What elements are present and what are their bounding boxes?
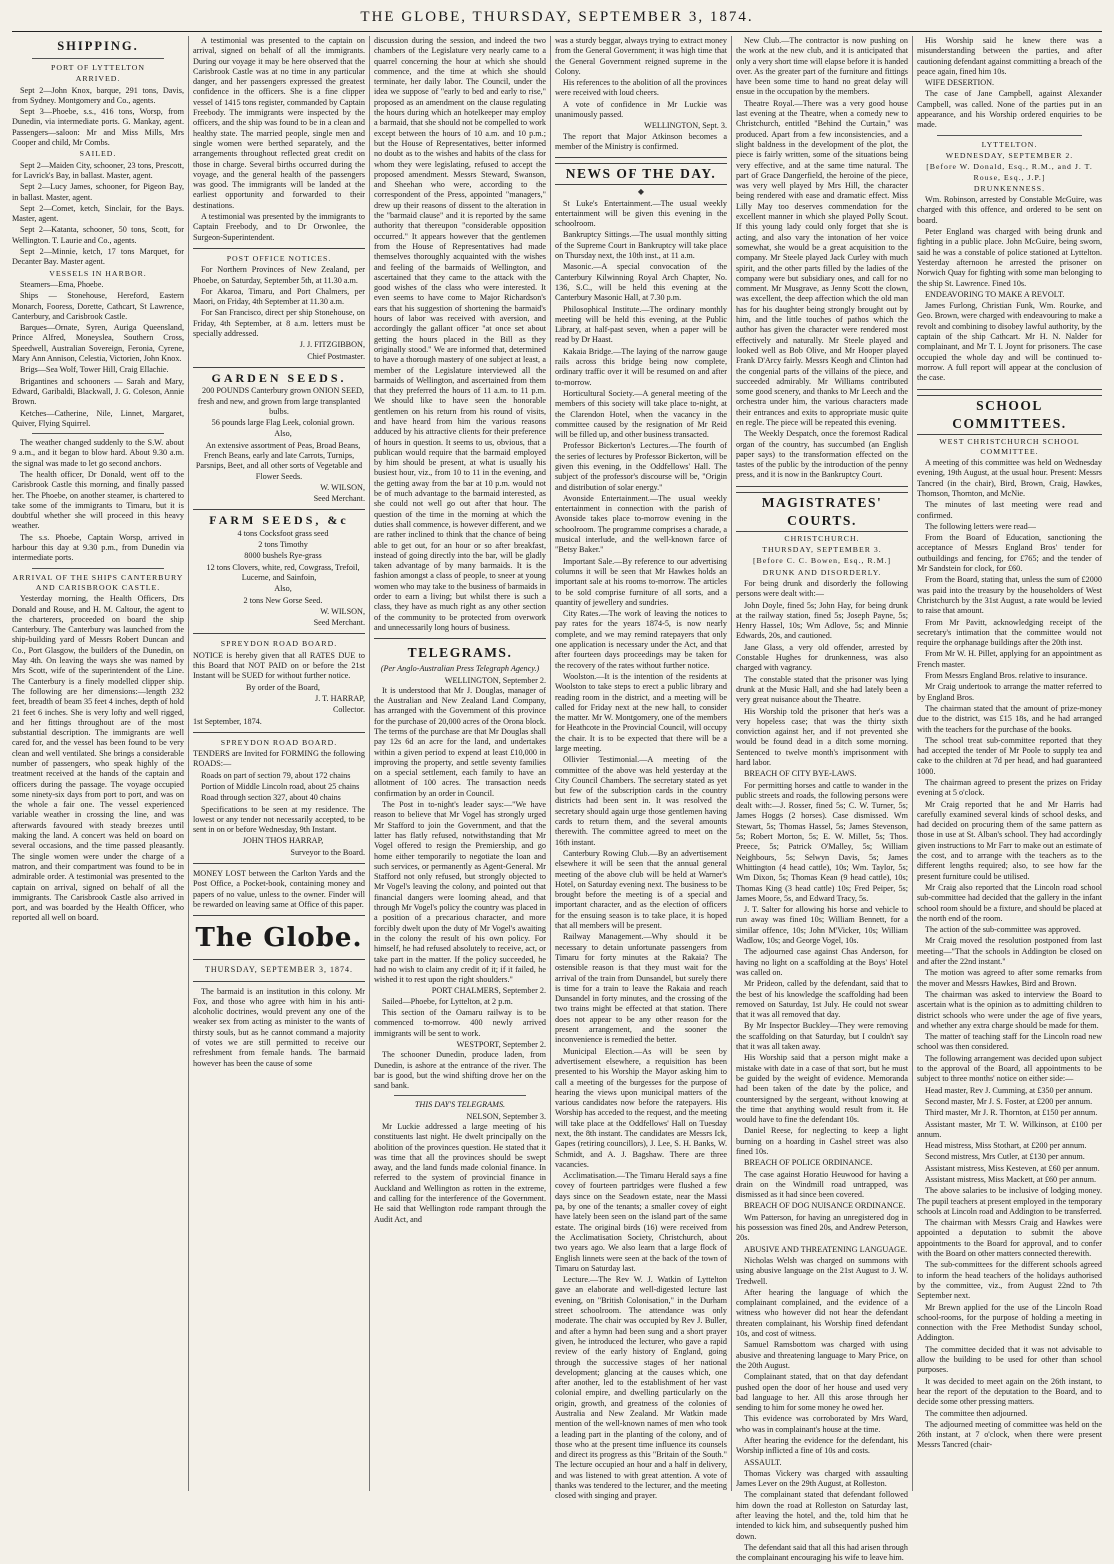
school-minutes-list [917,458,1102,1451]
telegram-item: A vote of confidence in Mr Luckie was unanimously passed. [555,99,727,120]
telegram-item: Mr Luckie addressed a large meeting of his constituents last night. He dwelt principally on the abolition of the provinces question. He stated that it was time that all the provinces should be swept away, and the land funds made colonial finance. In referred to the system of provincial finance in Auckland and Wellington as rotten in the extreme, and calling for the interference of the Government. He said that Wellington rode rampant through the Audit Act, and [374,1121,546,1224]
divider [32,58,164,59]
arrived-list [12,86,184,149]
garden-seeds-heading: GARDEN SEEDS. [211,370,347,385]
telegram-continued: was a sturdy beggar, always trying to extract money from the General Government; it was high time that the General Government reigned supreme in the Colony. [555,36,727,76]
sailed-heading: SAILED. [79,149,117,159]
telegram-item: Sailed—Phoebe, for Lyttelton, at 2 p.m. [382,996,513,1006]
paragraph: An extensive assortment of Peas, Broad Beans, French Beans, early and late Carrots, Turnips, Parsnips, Beet, and all other sorts of Vegetable and Flower Seeds. [195,440,363,481]
spreydon-signature-title: Collector. [332,705,365,715]
column-editorial-telegrams [374,36,546,1491]
telegram-dateline-nelson: NELSON, September 3. [466,1111,546,1121]
divider [394,1095,526,1096]
paragraph: Horticultural Society.—A general meeting of the members of this society will take place to-night, at the Clarendon Hotel, when the vacancy in the committee caused by the resignation of Mr Reid will be filled up, and other business transacted. [555,388,727,440]
court-cases-list [736,579,908,1564]
paragraph: For permitting horses and cattle to wander in the public streets and roads, the following persons were dealt with:—J. Rosser, fined 5s; C. W. Turner, 5s; James Hoggs (2 horses). Case dismissed. Wm Stewart, 5s; Thomas Hassel, 5s; James Stevenson, 5s; Robert Morton, 5s; E. W. Millet, 5s; Thos. Preece, 5s; Patrick O'Malley, 5s; William Neighbours, 5s; Selwyn Davis, 5s; James Whittington (4 head cattle), 10s; Wm. Taylor, 5s; Wm Dixon, 5s; Thomas Kean (9 head cattle), 10s; Thomas King (3 head cattle) 10s; Fred Peiper, 5s; James Moore, 5s, and Edward Tracy, 5s. [736,780,908,903]
paragraph: 8000 bushels Rye-grass [244,551,322,561]
column-rule [731,36,732,1491]
paragraph: For Northern Provinces of New Zealand, per Phoebe, on Saturday, September 5th, at 11.30 a.m. [193,265,365,285]
spreydon-order: By order of the Board, [246,682,320,692]
paragraph: The matter of teaching staff for the Lincoln road new school was then considered. [917,1032,1102,1052]
sailed-list [12,161,184,268]
paragraph: BREACH OF DOG NUISANCE ORDINANCE. [744,1201,906,1211]
spreydon-specification: Specifications to be seen at my residence. The lowest or any tender not necessarily accepted, to be sent in on or before Wednesday, 9th Instant. [193,804,365,835]
divider [193,367,365,368]
paragraph: The motion was agreed to after some remarks from the mover and Messrs Hawkes, Bird and Brown. [917,968,1102,988]
paragraph: The complainant stated that defendant followed him down the road at Rolleston on Saturday last, after leaving the hotel, and the, told him that he intended to kick him, and subsequently pushed him down. [736,1490,908,1541]
paragraph: Bankruptcy Sittings.—The usual monthly sitting of the Supreme Court in Bankruptcy will take place on Thursday next, the 10th inst., at 11 a.m. [555,230,727,261]
paragraph: For being drunk and disorderly the following persons were dealt with:— [736,578,908,599]
paragraph: After hearing the evidence for the defendant, his Worship inflicted a fine of 10s and costs. [736,1436,908,1456]
telegram-item: His references to the abolition of all the provinces were received with loud cheers. [555,78,727,98]
column-rule [550,36,551,1491]
divider [193,732,365,733]
column-school-committees [917,36,1102,1491]
divider [937,135,1082,136]
column-shipping [12,36,184,1491]
paragraph: The chairman with Messrs Craig and Hawkes were appointed a deputation to submit the above appointments to the Board for approval, and to confer with the Board on other matters connected therewith. [917,1218,1102,1259]
paragraph: Sept 2—Lucy James, schooner, for Pigeon Bay, in ballast. Master, agent. [12,182,184,202]
farm-signature-title: Seed Merchant. [313,618,365,628]
news-of-the-day-heading: NEWS OF THE DAY. [555,163,727,185]
paragraph: The following letters were read— [925,521,1036,531]
paragraph: A meeting of this committee was held on Wednesday evening, 19th August, at the usual hour. Present: Messrs Tancred (in the chair), Bird, Brown, Craig, Hawkes, Thomson, Thornton, and McNie. [917,458,1102,498]
paragraph: 2 tons Timothy [258,540,308,550]
paragraph: Second master, Mr J. S. Foster, at £200 per annum. [925,1096,1093,1106]
news-items-continued [736,36,908,481]
arrival-article: Yesterday morning, the Health Officers, Drs Donald and Rouse, and H. M. Caltour, the agent to the charterers, proceeded on board the ship Canterbury. The Canterbury was launched from the ship-building yard of Messrs Robert Duncan and Co., Port Glasgow, the builders of the Dunedin, on May 4th. On leaving the ways she was named by Mrs Scott, wife of the superintendent of the Line. The Canterbury is a finely modelled clipper ship. The following are her dimensions:—length 232 feet, breadth of beam 35 feet 4 inches, depth of hold 21 feet 6 inches. She is very lofty and well rigged, and her fittings throughout are of the most substantial description. The immigrants are well cared for, and the vessel has been found to be very clean and well ventilated. She brings a considerable number of passengers, who speak highly of the treatment received at the hands of the captain and officers during the passage. The voyage occupied some ninety-six days from port to port, and was on the whole a fair one. The vessel experienced variable weather in crossing the line, and was afterwards favoured with steady breezes until making the land. A concert was held on board on several occasions, and the time passed pleasantly. The single women were under the charge of a matron, and their compartment was found to be in admirable order. A testimonial was presented to the captain on arrival, signed on behalf of all the immigrants. The Carisbrook Castle also arrived in port, and was boarded by the Health Officer, who reported all well on board. [12,594,184,923]
globe-logo: The Globe. [195,923,363,954]
paragraph: Lecture.—The Rev W. J. Watkin of Lyttelton gave an elaborate and well-digested lecture last evening, on "British Colonisation," in the Durham street schoolroom. The attendance was only moderate. The chair was occupied by Rev J. Buller, and after a hymn had been sung and a short prayer given, he introduced the lecturer, who gave a rapid review of the early history of England, going through the successive stages of her national development; glancing at the causes which, one after another, led to the establishment of her vast colonial empire, and dwelling particularly on the origin, growth, and greatness of the colonies of Australia and New Zealand. Mr Watkin made mention of the well-known names of men who took a leading part in the planting of the colony, and of those who at the present time influence its counsels and direct its progress as this "Britain of the South." The lecture occupied an hour and a half in delivery, and was listened to with great attention. A vote of thanks was tendered to the lecturer, and the meeting closed with singing and prayer. [555,1275,727,1501]
paragraph: The constable stated that the prisoner was lying drunk at the Music Hall, and she had lately been a very great nuisance about the Theatre. [736,674,908,705]
paragraph: From Mr W. H. Pillet, applying for an appointment as French master. [917,649,1102,669]
paragraph: Barques—Ornate, Syren, Auriga Queensland, Prince Alfred, Moneyslea, Southern Cross, Speedwell, Australian Sovereign, Feronia, Cyrene, Mary Ann Annison, Celestia, Victorien, John Knox. [12,323,184,364]
paragraph: This evidence was corroborated by Mrs Ward, who was in complainant's house at the time. [736,1414,908,1434]
telegram-dateline-westport: WESTPORT, September 2. [456,1039,546,1049]
paragraph: His Worship told the prisoner that her's was a very hopeless case; that was the thirty sixth conviction against her, and if not prevented she would be found dead in a ditch some morning. Sentenced to twelve month's imprisonment with hard labor. [736,706,908,767]
column-news-of-the-day [555,36,727,1501]
paragraph: Acclimatisation.—The Timaru Herald says a fine covey of fourteen partridges were flushed a few days since on the Seadown estate, near the Massi pa, by one of the tenants; a smaller covey of eight have lately been seen on the island part of the same estate. The original birds (16) were received from the Acclimatisation Society, Christchurch, about two years ago. We also learn that a large flock of English linnets were seen at the back of the town of Timaru on Saturday last. [555,1171,727,1273]
paragraph: It was decided to meet again on the 26th instant, to hear the report of the deputation to the Board, and to decide some other pressing matters. [917,1376,1102,1407]
farm-signature: W. WILSON, [320,606,365,616]
telegram-item: It is understood that Mr J. Douglas, manager of the Australian and New Zealand Land Company, has arranged with the Government of this province for the purchase of 20,000 acres of the Orona block. The terms of the purchase are that Mr Douglas shall pay 12s 6d an acre for the land, and undertakes within a given period to expend at least £10,000 in improving the property, and settle seventy families on a special settlement, each family to have an allotment of 100 acres. The transaction needs confirmation by an order in Council. [374,685,546,798]
paragraph: Masonic.—A special convocation of the Canterbury Kilwinning Royal Arch Chapter, No. 136, S.C., will be held this evening at the Canterbury Masonic Hall, at 7.30 p.m. [555,262,727,303]
paragraph: The sub-committees for the different schools agreed to inform the head teachers of the holidays authorised by the committee, viz., from August 22nd to 7th September next. [917,1260,1102,1301]
paragraph: Assistant master, Mr T. W. Wilkinson, at £100 per annum. [917,1119,1102,1139]
paragraph: Ships — Stonehouse, Hereford, Eastern Monarch, Fooress, Dorette, Cathcart, St Lawrence, Canterbury, and Carisbrook Castle. [12,291,184,321]
paragraph: Sept 2—Katanta, schooner, 50 tons, Scott, for Wellington. T. Laurie and Co., agents. [12,225,184,245]
paragraph: Portion of Middle Lincoln road, about 25 chains [201,782,360,791]
paragraph: Sept 3—Phoebe, s.s., 416 tons, Worsp, from Dunedin, via intermediate ports. G. Mankay, agent. Passengers—saloon: Mr and Miss Mills, Mrs Cooper and child, Mr Combs. [12,107,184,148]
paragraph: New Club.—The contractor is now pushing on the work at the new club, and it is anticipated that only a very short time will elapse before it is handed over. As the greater part of the furniture and fittings have been some time to hand no great delay will ensue in the occupation by the members. [736,36,908,97]
paragraph: The action of the sub-committee was approved. [925,925,1081,935]
divider [193,959,365,960]
telegram-dateline-wellington: WELLINGTON, September 2. [444,675,546,685]
drunk-heading: DRUNK AND DISORDERLY. [762,567,882,577]
spreydon-surveyor: JOHN THOS HARRAP, [242,836,324,846]
paragraph: 4 tons Cocksfoot grass seed [237,528,329,538]
paragraph: Professor Bickerton's Lectures.—The fourth of the series of lectures by Professor Bickerton, will be given this evening, in the Oddfellows' Hall. The subject of the professor's discourse will be, "Origin and distribution of solar energy." [555,441,727,492]
paragraph: Mr Craig reported that he and Mr Harris had carefully examined several kinds of school desks, and had decided on procuring them of the same pattern as those in use at St. Alban's school. They had accordingly given instructions to Mr Farr to make out an estimate of the cost, and to arrange with the teachers as to the different lengths required; also, to see how far the present furniture could be utilised. [917,799,1102,881]
spreydon-surveyor-title: Surveyor to the Board. [290,847,365,857]
paragraph: From the Board of Education, sanctioning the acceptance of Messrs England Bros' tender for outbuildings and fencing, for £765; and the tender of Mr Sandstein for clock, for £60. [917,533,1102,574]
paragraph: Second mistress, Mrs Cutler, at £130 per annum. [925,1152,1085,1162]
spreydon-roads-list [193,771,365,804]
divider [193,981,365,982]
paragraph: ABUSIVE AND THREATENING LANGUAGE. [744,1244,908,1254]
paragraph: Kakaia Bridge.—The laying of the narrow gauge rails across this bridge being now complete, ordinary traffic over it will be resumed on and after to-morrow. [555,346,727,387]
spreydon-notice: NOTICE is hereby given that all RATES DUE to this Board that NOT PAID on or before the 21st Instant will be SUED for without further notice. [193,650,365,681]
news-items-list [555,199,727,1502]
paragraph: The school treat sub-committee reported that they had accepted the tender of Mr Poole to supply tea and cake to the children at 7d per head, and had guaranteed 1000. [917,735,1102,776]
weather-list [12,438,184,564]
paragraph: Complainant stated, that on that day defendant pushed open the door of her house and used very bad language to her. All this arose through her sending to him for some money he owed her. [736,1372,908,1413]
paragraph: Peter England was charged with being drunk and fighting in a public place. John McGuire, being sworn, said he was a constable of police stationed at Lyttelton. Yesterday afternoon he arrested the prisoner on Norwich Quay for fighting with some man belonging to the ship St. Lawrence. Fined 10s. [917,227,1102,288]
paragraph: ASSAULT. [744,1457,782,1467]
paragraph: The defendant said that all this had arisen through the complainant encouraging his wife to leave him. [736,1542,908,1563]
paragraph: The Weekly Despatch, once the foremost Radical organ of the country, has succumbed (an English paper says) to the transformation effected on the tastes of the public by the introduction of the penny press, and it is now in the Bankruptcy Court. [736,429,908,480]
paragraph: Ollivier Testimonial.—A meeting of the committee of the above was held yesterday at the City Council Chambers. The secretary stated as yet but few of the subscription cards in the country districts had been sent in. It was resolved the secretary should again urge those gentlemen having cards to return them, and the several amounts therewith. The committee agreed to meet on the 16th instant. [555,755,727,847]
paragraph: Sept 2—John Knox, barque, 291 tons, Davis, from Sydney. Montgomery and Co., agents. [12,85,184,105]
paragraph: The adjourned case against Chas Anderson, for having no light on a scaffolding at the Boys' Hotel was called on. [736,947,908,977]
column-rule [188,36,189,1491]
paragraph: The case of Jane Campbell, against Alexander Campbell, was called. None of the parties put in an appearance, and his Worship ordered enquiries to be made. [917,89,1102,130]
christchurch-heading: CHRISTCHURCH. [784,533,860,543]
paragraph: Samuel Ramsbottom was charged with using abusive and threatening language to Mary Price, on the 20th August. [736,1340,908,1370]
telegram-dateline-port-chalmers: PORT CHALMERS, September 2. [431,986,546,996]
paragraph: Brigs—Sea Wolf, Tower Hill, Craig Ellachie. [20,365,169,375]
spreydon-date: 1st September, 1874. [193,716,262,726]
telegram-item: The Post in to-night's leader says:—"We have reason to believe that Mr Vogel has strongly urged Mr Stafford to join the Government, and that the latter has flatly refused, notwithstanding that Mr Vogel offered to resign the Premiership, and go home either temporarily to negotiate the loan and such services, or permanently as Agent-General. Mr Stafford not only refused, but strongly objected to Mr Vogel's leaving the colony, and pointed out that financial dangers were looming ahead, and that through Mr Vogel's policy the country was placed in a position of a precarious character, and more forcibly dwelt upon the duty of Mr Vogel's awaiting in the colony the result of his own policy. For himself, he had refused absolutely to receive, act, or take part in the matter. If the policy succeeded, he had no wish to claim any credit of it; if it failed, he wished it to rest upon the right shoulders." [374,800,546,985]
paragraph: Philosophical Institute.—The ordinary monthly meeting will be held this evening, at the Public Library, at half-past seven, when a paper will be read by Dr Haast. [555,304,727,345]
port-heading: PORT OF LYTTELTON [50,63,146,72]
court-cases-continued [917,36,1102,131]
paragraph: The committee then adjourned. [925,1408,1028,1418]
paragraph: Road through section 327, about 40 chains [201,793,341,803]
paragraph: The chairman was asked to interview the Board to ascertain what is the opinion as to admitting children to district schools who were under the age of five years, and whether any extra charge should be made for them. [917,989,1102,1030]
paragraph: Municipal Election.—As will be seen by advertisement elsewhere, a requisition has been presented to his Worship the Mayor asking him to call a meeting of the burgesses for the purpose of hearing the views upon municipal matters of the various candidates now before the ratepayers. His Worship has acceded to the request, and the meeting will take place at the Oddfellows' Hall on Tuesday next, the 8th instant. The candidates are Messrs Ick, Gapes (retiring councillors), J. Lee, S. H. Banks, W. Schmidt, and A. J. Bagshaw. There are three vacancies. [555,1046,727,1169]
divider [374,638,546,639]
paragraph: BREACH OF POLICE ORDINANCE. [744,1158,873,1168]
paragraph: James Furlong, Christian Funk, Wm. Rourke, and Geo. Brown, were charged with endeavouring to make a revolt and combining to disobey lawful authority, by the captain of the ship Cathcart. Mr H. N. Nalder for complainant, and Mr T. I. Joynt for prisoners. The case occupied the whole day and will be continued to-morrow. A full report will appear at the conclusion of the case. [917,301,1102,383]
arrived-heading: ARRIVED. [75,74,121,84]
paragraph: The adjourned meeting of committee was held on the 26th instant, at 7 o'clock, when there were present Messrs Tancred (chair- [917,1419,1102,1450]
court-bench: [Before C. C. Bowen, Esq., R.M.] [752,556,892,566]
this-days-telegrams-heading: THIS DAY'S TELEGRAMS. [414,1100,506,1110]
paragraph: Steamers—Ema, Phoebe. [20,279,104,289]
divider [555,157,727,158]
paragraph: Mr Craig also reported that the Lincoln road school sub-committee had decided that the gallery in the infant school room should be a fixture, and should be placed at the north end of the room. [917,882,1102,923]
divider [736,486,908,487]
paragraph: For Akaroa, Timaru, and Port Chalmers, per Maori, on Friday, 4th September at 11.30 a.m. [193,286,365,307]
paragraph: Also, [274,429,292,439]
arrival-heading: ARRIVAL OF THE SHIPS CANTERBURY AND CARISBROOK CASTLE. [12,572,184,592]
divider [193,633,365,634]
paragraph: Woolston.—It is the intention of the residents at Woolston to take steps to erect a public library and reading room in the district, and a meeting will be called for Friday next at the new hall, to consider the matter. Mr W. Montgomery, one of the members for Heathcote in the Provincial Council, will occupy the chair. It is to be expected that there will be a large meeting. [555,671,727,753]
telegram-item: The report that Major Atkinson becomes a member of the Ministry is confirmed. [555,131,727,151]
paragraph: Brigantines and schooners — Sarah and Mary, Edward, Garibaldi, Blackwall, J. G. Coleson, Annie Brown. [12,376,184,407]
masthead: THE GLOBE, THURSDAY, SEPTEMBER 3, 1874. [360,9,754,25]
money-lost-notice: MONEY LOST between the Carlton Yards and the Post Office, a Pocket-book, containing money and papers of no value, unless to the owner. Finder will be rewarded on leaving same at Office of this paper. [193,869,365,909]
post-office-list [193,265,365,339]
paragraph: Jane Glass, a very old offender, arrested by Constable Hughes for drunkenness, was also charged with vagrancy. [736,642,908,673]
paragraph: BREACH OF CITY BYE-LAWS. [744,769,857,779]
paragraph: Ketches—Catherine, Nile, Linnet, Margaret, Quiver, Flying Squirrel. [12,408,184,428]
lyttelton-cases-list [917,195,1102,383]
paragraph: John Doyle, fined 5s; John Hay, for being drunk at the railway station, fined 5s; Joseph Payne, 5s; Henry Hassel, 10s; Wm Adlove, 5s; and Minnie Edwards, 20s, and cautioned. [736,600,908,641]
editorial-dateline: THURSDAY, SEPTEMBER 3, 1874. [204,965,354,975]
paragraph: The case against Horatio Heuwood for having a drain on the Windmill road untrapped, was dismissed as it had since been covered. [736,1169,908,1200]
garden-seeds-list [193,386,365,482]
magistrates-courts-heading: MAGISTRATES' COURTS. [736,492,908,532]
column-rule [369,36,370,1491]
farm-seeds-list [193,529,365,606]
testimonial-end: A testimonial was presented by the immigrants to Captain Freebody, and to Dr Orwonlee, the Surgeon-Superintendent. [193,212,365,242]
paragraph: His Worship said that a person might make a mistake with date in a case of that sort, but he must be guided by the weight of evidence. Memoranda had been taken of the date by the police, and countersigned by the sergeant, without knowing at the time that anything would result from it. He would have to fine the defendant 10s. [736,1053,908,1125]
testimonial-article: A testimonial was presented to the captain on arrival, signed on behalf of all the immigrants. During our voyage it may be here observed that the Carisbrook Castle was at no time in any particular danger, and her passengers expressed the greatest confidence in the officers. She is a fine clipper vessel of 1415 tons register, commanded by Captain Freebody. The immigrants were inspected by the officers, and the ship was found to be in a clean and healthy state. The married people, single men and single women were berthed separately, and the arrangements throughout reflected great credit on those in charge. Several births occurred during the voyage, and the general health of the passengers was good. The immigrants will be landed at the earliest opportunity and forwarded to their destinations. [193,36,365,210]
farm-seeds-heading: FARM SEEDS, &c [209,513,349,528]
column-rule [912,36,913,1491]
paragraph: Wm. Robinson, arrested by Constable McGuire, was charged with this offence, and ordered to be sent on board. [917,195,1102,225]
garden-signature: W. WILSON, [320,482,365,492]
paragraph: Sept 2—Comet, ketch, Sinclair, for the Bays. Master, agent. [12,203,184,224]
lyttelton-heading: LYTTELTON. [981,139,1038,149]
paragraph: Avonside Entertainment.—The usual weekly entertainment in connection with the parish of Avonside takes place to-morrow evening in the schoolroom. The programme comprises a charade, a musical interlude, and the well-known farce of "Betsy Baker." [555,493,727,555]
telegram-item: The schooner Dunedin, produce laden, from Dunedin, is ashore at the entrance of the river. The bar is good, but the wind shifting drove her on the sand bank. [374,1050,546,1091]
paragraph: For San Francisco, direct per ship Stonehouse, on Friday, 4th September, at 8 a.m. letters must be specially addressed. [193,308,365,339]
spreydon-heading-2: SPREYDON ROAD BOARD. [220,737,338,747]
column-notices [193,36,365,1491]
divider [193,863,365,864]
paragraph: 200 POUNDS Canterbury grown ONION SEED, fresh and new, and grown from large transplanted bulbs. [197,386,364,416]
divider [917,389,1102,390]
divider [193,248,365,249]
paragraph: The minutes of last meeting were read and confirmed. [917,500,1102,520]
post-office-heading: POST OFFICE NOTICES. [226,253,332,263]
paragraph: Mr Craig undertook to arrange the matter referred to by England Bros. [917,682,1102,702]
paragraph: The above salaries to be inclusive of lodging money. The pupil teachers at present employed in the temporary schools at Lincoln road and Addington to be transferred. [917,1186,1102,1216]
paragraph: The committee decided that it was not advisable to allow the building to be used for other than school purposes. [917,1344,1102,1375]
paragraph: Thomas Vickery was charged with assaulting James Lever on the 29th August, at Rolleston. [736,1468,908,1489]
paragraph: Mr Craig moved the resolution postponed from last meeting—"That the schools in Addington be closed on and after the 22nd instant." [917,936,1102,967]
paragraph: The s.s. Phoebe, Captain Worsp, arrived in harbour this day at 9.30 p.m., from Dunedin via intermediate ports. [12,532,184,563]
paragraph: Assistant mistress, Miss Mackett, at £60 per annum. [925,1174,1097,1184]
paragraph: From Mr Pavitt, acknowledging receipt of the secretary's intimation that the committee would not require the orphanage buildings after the 20th inst. [917,617,1102,648]
paragraph: Head mistress, Miss Stothart, at £200 per annum. [925,1141,1087,1151]
telegrams-heading: TELEGRAMS. [407,645,513,661]
divider [32,568,164,569]
paragraph: Also, [274,584,292,594]
paragraph: WIFE DESERTION. [925,78,995,88]
spreydon-signature: J. T. HARRAP, [315,693,365,703]
post-signature-title: Chief Postmaster. [307,351,365,361]
vessels-list [12,280,184,429]
paragraph: Wm Patterson, for having an unregistered dog in his possession was fined 20s, and Andrew Peterson, 20s. [736,1212,908,1243]
paragraph: 12 tons Clovers, white, red, Cowgrass, Trefoil, Lucerne, and Sainfoin, [206,562,360,582]
lyttelton-drunk-heading: DRUNKENNESS. [973,183,1046,193]
paragraph: St Luke's Entertainment.—The usual weekly entertainment will be given this evening in the schoolroom. [555,198,727,229]
vessels-heading: VESSELS IN HARBOR. [49,268,147,278]
paragraph: Sept 2—Minnie, ketch, 17 tons Marquet, for Decanter Bay. Master agent. [12,247,184,267]
paragraph: After hearing the language of which the complainant complained, and the evidence of a witness who however did not hear the defendant threaten complainant, his Worship fined defendant 10s, and cost of witness. [736,1287,908,1339]
paragraph: Third master, Mr J. R. Thornton, at £150 per annum. [925,1108,1098,1118]
paragraph: Theatre Royal.—There was a very good house last evening at the Theatre, when a comedy new to Christchurch, entitled "Behind the Curtain," was produced. Apart from a few inconsistencies, and a slight baldness in the development of the plot, the piece is fairly written, some of the situations being very effective, and at the same time natural. The part of Grace Dangerfield, the heroine of the piece, was very well played by Mrs Hill, the character being rendered with ease and dramatic effect. Miss Lilly May too deserves commendation for the excellent manner in which she played Polly Scout. If this young lady could only forget that she is acting, and also vary the intonation of her voice somewhat, she would be a great acquisition to the company. Mr Steele played Jack Curley with much spirit, and the other parts filled by the ladies of the company were but subsidiary ones, and call for no comment. Mr Musgrave, as Jenny Scott the clown, was excellent, the deep affection which the old man has for his daughter being strongly brought out by him, and the little touches of pathos which the author has given the character were rendered most effectively and naturally. Mr Steele played and looked well as Bob Olive, and Mr Hooper played Frank D'Arcy fairly. Messrs Keogh and Clinton had the congenial parts of the villains of the piece, and succeeded admirably. Mr Williams contributed some good scenery, and thanks to Mr Leech and the orchestra under him, the various characters made their entrances and exits to appropriate music quite en regle. The piece will be repeated this evening. [736,98,908,427]
paragraph: Roads on part of section 79, about 172 chains [201,770,351,780]
barmaid-editorial: The barmaid is an institution in this colony. Mr Fox, and those who agree with him in his anti-alcoholic doctrines, would prevent any one of the weaker sex from acting as minister to the wants of thirsty souls, but as he cannot command a majority of votes we are still permitted to receive our refreshment from female hands. The barmaid however has been the cause of some [193,986,365,1068]
paragraph: The health officer, Dr Donald, went off to the Carisbrook Castle this morning, and finally passed her. The Phoebe, on another steamer, is chartered to take some of the immigrants to Timaru, but it is doubtful whether she will proceed in this heavy weather. [12,469,184,531]
masthead-rule [12,31,1102,32]
paragraph: City Rates.—The work of leaving the notices to pay rates for the years 1874-5, is now nearly complete, and we may remind ratepayers that only one application is necessary under the Act, and that after fourteen days proceedings may be taken for the recovery of the rates without further notice. [555,609,727,670]
paragraph: J. T. Salter for allowing his horse and vehicle to run away was fined 10s; William Bennett, for a similar offence, 10s; John M'Vicker, 10s; William Wadlow, 10s; and George Vogel, 10s. [736,905,908,946]
paragraph: Canterbury Rowing Club.—By an advertisement elsewhere it will be seen that the annual general meeting of the above club will be held at Warner's Hotel, on Saturday evening next. The business to be brought before the meeting is of a special and important character, and as the election of officers for the ensuing season is to take place, it is hoped that all members will be present. [555,848,727,931]
spreydon-tenders: TENDERS are Invited for FORMING the following ROADS:— [193,749,365,769]
paragraph: Daniel Reese, for neglecting to keep a light burning on a hoarding in Cashel street was also fined 10s. [736,1126,908,1156]
paragraph: Assistant mistress, Miss Kesteven, at £60 per annum. [925,1163,1100,1173]
paragraph: By Mr Inspector Buckley—They were removing the scaffolding on that Saturday, but I couldn't say that it was all taken away. [736,1021,908,1052]
paragraph: Mr Brewn applied for the use of the Lincoln Road school-rooms, for the purpose of holding a meeting in connection with the Free Methodist Sunday school, Addington. [917,1302,1102,1343]
paragraph: ENDEAVORING TO MAKE A REVOLT. [925,289,1065,299]
lyttelton-date: WEDNESDAY, SEPTEMBER 2. [945,150,1074,160]
telegram-agency: (Per Anglo-Australian Press Telegraph Agency.) [380,664,540,674]
school-committee-subheading: WEST CHRISTCHURCH SCHOOL COMMITTEE. [939,436,1080,456]
paragraph: His Worship said he knew there was a misunderstanding between the parties, and after cautioning defendant against committing a breach of the peace again, fined him 10s. [917,36,1102,76]
ornament-divider: ◆ [637,187,645,197]
paragraph: Important Sale.—By reference to our advertising columns it will be seen that Mr Hawkes holds an important sale at his rooms to-morrow. The articles to be sold comprise furniture of all sorts, and a quantity of jewellery and sundries. [555,556,727,607]
paragraph: The following arrangement was decided upon subject to the approval of the Board, all appointments to be subject to three months' notice on either side:— [917,1053,1102,1084]
divider [193,509,365,510]
paragraph: 56 pounds large Flag Leek, colonial grown. [211,418,355,428]
paragraph: From Messrs England Bros. relative to insurance. [925,671,1088,681]
school-committees-heading: SCHOOL COMMITTEES. [917,395,1102,435]
paragraph: The chairman agreed to present the prizes on Friday evening at 5 o'clock. [917,778,1102,798]
paragraph: Sept 2—Maiden City, schooner, 23 tons, Prescott, for Lavrick's Bay, in ballast. Master, agent. [12,160,184,180]
paragraph: Nicholas Welsh was charged on summons with using abusive language on the 21st August to J. W. Tredwell. [736,1255,908,1286]
paragraph: 2 tons New Gorse Seed. [243,595,323,605]
column-magistrates-courts [736,36,908,1563]
shipping-heading: SHIPPING. [57,39,139,53]
court-date: THURSDAY, SEPTEMBER 3. [762,545,882,555]
divider [32,433,164,434]
spreydon-heading-1: SPREYDON ROAD BOARD. [220,639,338,649]
paragraph: Railway Management.—Why should it be necessary to detain unfortunate passengers from Timaru for forty minutes at the Rakaia? The ostensible reason is that they must wait for the arrival of the train from Dunsandel, but surely there is time for a train to leave the Rakaia and reach Dunsandel in forty minutes, and the crossing of the two trains might be effected at that station. There does not appear to be any other reason for the present arrangement, and the sooner the inconvenience is remedied the better. [555,932,727,1045]
divider [193,915,365,916]
telegram-dateline-wellington-2: WELLINGTON, Sept. 3. [644,121,727,131]
garden-signature-title: Seed Merchant. [313,494,365,504]
post-signature: J. J. FITZGIBBON, [299,340,365,350]
paragraph: The chairman stated that the amount of prize-money due to the district, was £15 18s, and he had arranged with the teachers for the purchase of the books. [917,703,1102,734]
editorial-continued: discussion during the session, and indeed the two chambers of the Legislature very nearly came to a quarrel concerning the hour at which she should commence, and the time at which she should terminate, her daily labor. The Council, under the idea we suppose of "early to bed and early to rise," proposed as an amendment on the clause regulating the hours during which an hotelkeeper may employ a barmaid, that she should not be compelled to work except between the hours of 10 a.m. and 10 p.m.; but the House of Representatives, better informed no doubt as to the wishes and habits of the class for whom they were legislating, refused to accept the proposed amendment. Messrs Steward, Swanson, and Sheehan who were, according to the correspondent of the Press, appointed "managers," drew up their reasons of dissent to the alteration in the "barmaid clause" and it is reported by the same authority that thereupon "considerable opposition occurred." It appears however that the gentlemen from the House of Representatives had made themselves thoroughly acquainted with the wishes and feeling of the barmaids of Wellington, and ascertained that they came to the attack with the good wishes of the class who were interested. It even seems to have come to Major Richardson's ears that his suggestion of shortening the barmaid's hours of labor was received with aversion, and accordingly the gallant officer "at once set about getting the hours placed in the Bill as they originally stood." We are informed that, determined to have a thorough mastery of one subject at least, a member of the Legislature interviewed all the barmaids of Wellington, and ascertained from them that they preferred the hours of 11 a.m. to 11 p.m. We should like to have seen the honorable gentlemen on his return from his round of visits, and have heard from him the various reasons adduced by his attractive clients for their preference of hours in question. It seems to us, obvious, that a publican would require that the barmaid employed by him should be present, at what is usually his busiest hour, viz., from 10 to 11 in the evening, and the getting away from the bar at 10 p.m. would not be of much advantage to the barmaid interested, as she could not well go out after that hour. The question of the time in the morning at which the duties shall commence, is however different, and we are rather inclined to think that the chance of being able to get out, for an hour or so after breakfast, instead of going directly into the bar, will be gladly taken advantage of by many barmaids. It is the fashion amongst a class of people, to sneer at young women who may take to the business of barmaids in order to earn a living; but whilst there is such a class, they have as much right as any other section of the community to be protected from overwork and unnecessarily long hours of business. [374,36,546,632]
paragraph: From the Board, stating that, unless the sum of £2000 was paid into the treasury by the householders of West Christchurch by the 31st August, a rate would be levied to raise that amount. [917,575,1102,616]
paragraph: Head master, Rev J. Cumming, at £350 per annum. [925,1085,1093,1095]
paragraph: The weather changed suddenly to the S.W. about 9 a.m., and it began to blow hard. About 9.30 a.m. the signal was made to let go second anchors. [12,438,184,468]
paragraph: Mr Prideon, called by the defendant, said that to the best of his knowledge the scaffolding had been removed on Saturday, 1st July. He could not swear that it was all removed that day. [736,979,908,1020]
lyttelton-bench: [Before W. Donald, Esq., R.M., and J. T. Rouse, Esq., J.P.] [926,162,1093,182]
telegram-item: This section of the Oamaru railway is to be commenced to-morrow. 400 newly arrived immigrants will be sent to work. [374,1008,546,1038]
